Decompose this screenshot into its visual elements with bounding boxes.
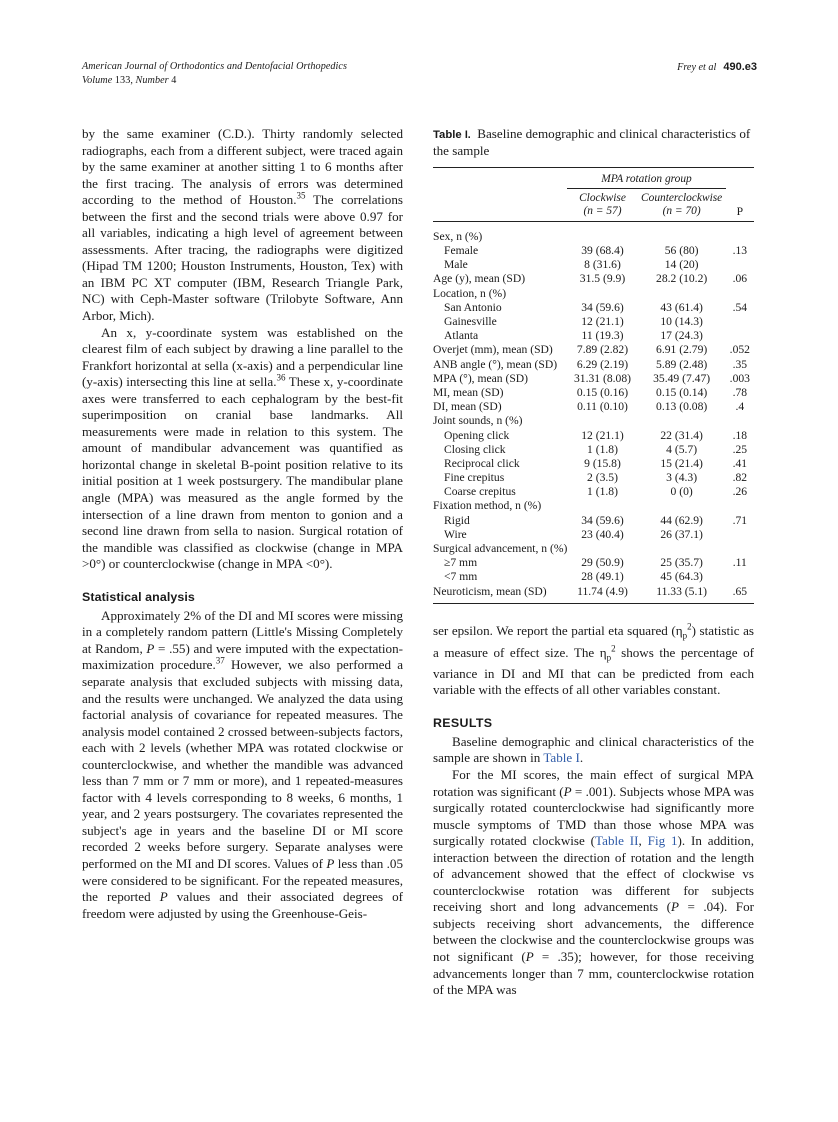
table-row [433, 258, 754, 272]
cell-p-value: .26 [732, 485, 748, 499]
rpara3-text-d: ). In addition, interaction between the direction of rotation and the length of advancement showed that the effect of clockwise vs counterclockwise rotation was different for subjects receiving short and long advancements ( [433, 833, 754, 915]
cell-p-value: .54 [732, 300, 748, 314]
cell-clockwise: 12 (21.1) [581, 315, 624, 329]
cell-counterclockwise: 5.89 (2.48) [656, 357, 708, 371]
eta-subscript: p [682, 631, 688, 642]
table-row-label: <7 mm [444, 570, 478, 584]
cell-counterclockwise: 26 (37.1) [660, 527, 703, 541]
cell-counterclockwise [638, 286, 726, 300]
rpara1-text-a: ser epsilon. We report the partial eta squared ( [433, 623, 676, 639]
col-counterclockwise-label: Counterclockwise [641, 192, 723, 205]
table-row-label: Coarse crepitus [444, 485, 516, 499]
cell-counterclockwise: 17 (24.3) [660, 329, 703, 343]
table-row-label: Atlanta [444, 329, 479, 343]
table-row-label: Wire [444, 527, 467, 541]
table-row [433, 584, 754, 598]
table-caption-text: Baseline demographic and clinical characteristics of the sample [433, 126, 751, 159]
cell-p-value: .78 [732, 385, 748, 399]
table-row [433, 542, 754, 556]
rule-cell [638, 598, 726, 604]
table-row-label: MPA (°), mean (SD) [433, 371, 529, 385]
table-row-label: Reciprocal click [444, 456, 520, 470]
table-row [433, 414, 754, 428]
para3-text-d: less than .05 were considered to be significant. For the repeated measures, the reported [82, 855, 403, 905]
reference-36: 36 [276, 372, 286, 383]
cell-p-value: .82 [732, 471, 748, 485]
cell-clockwise: 8 (31.6) [584, 258, 621, 272]
cell-p-value [726, 258, 754, 272]
cell-clockwise: 7.89 (2.82) [576, 343, 629, 357]
table-row-label: San Antonio [444, 300, 502, 314]
cell-p-value [726, 286, 754, 300]
table-row-label: Overjet (mm), mean (SD) [433, 343, 553, 357]
rpara2-text-a: Baseline demographic and clinical characteristics of the sample are shown in [433, 733, 754, 766]
table-row [433, 485, 754, 499]
cell-p-value [726, 528, 754, 542]
cell-clockwise: 6.29 (2.19) [576, 357, 629, 371]
table-row [433, 315, 754, 329]
cell-p-value: .25 [732, 442, 748, 456]
cell-counterclockwise [638, 230, 726, 244]
left-column [82, 126, 403, 922]
table-row-label: ANB angle (°), mean (SD) [433, 357, 558, 371]
cell-clockwise: 1 (1.8) [587, 485, 618, 499]
eta-symbol-1 [675, 622, 692, 642]
xref-table-1[interactable]: Table I [543, 750, 580, 766]
cell-counterclockwise: 6.91 (2.79) [656, 343, 708, 357]
cell-counterclockwise: 11.33 (5.1) [656, 584, 708, 598]
cell-clockwise [567, 286, 637, 300]
eta-glyph: η [675, 623, 683, 639]
table-row-label: Female [444, 244, 479, 258]
p-value-italic-2: P [670, 899, 679, 915]
table-row [433, 371, 754, 385]
cell-p-value: .13 [732, 244, 748, 258]
table-row-label: Age (y), mean (SD) [433, 272, 526, 286]
cell-clockwise: 34 (59.6) [581, 513, 624, 527]
number-label: Number [135, 75, 169, 87]
table-label [433, 129, 471, 141]
cell-clockwise: 2 (3.5) [587, 471, 618, 485]
para3-text-a: Approximately 2% of the DI and MI scores were missing in a completely random pattern (Little's Missing Completely at Random, [82, 607, 403, 656]
cell-clockwise: 31.5 (9.9) [579, 272, 626, 286]
cell-clockwise [567, 499, 637, 513]
paragraph-coordinate-system [82, 325, 403, 573]
table-row-label: Sex, n (%) [433, 229, 483, 243]
table-row [433, 400, 754, 414]
table-row-label: Neuroticism, mean (SD) [433, 584, 547, 598]
page-number: 490.e3 [723, 61, 757, 73]
table-row-label: Fine crepitus [444, 471, 505, 485]
authors-line: Frey et al [677, 62, 717, 73]
cell-p-value [726, 414, 754, 428]
rpara3-text-a: For the MI scores, the main effect of surgical MPA rotation was significant ( [433, 766, 754, 799]
baseline-characteristics-table [433, 167, 754, 605]
eta-superscript: 2 [611, 643, 616, 654]
para1-text-a: by the same examiner (C.D.). Thirty randomly selected radiographs, each from a different subject, were traced again by the same examiner at another sitting 1 to 6 months after the first tracing. The analysis of errors was determined according to the method of Houston. [82, 126, 403, 208]
p-value-italic-1: P [146, 640, 155, 656]
cell-p-value: .003 [729, 371, 750, 385]
cell-clockwise: 29 (50.9) [581, 556, 624, 570]
para3-text-e: values and their associated degrees of freedom were adjusted by using the Greenhouse-Geis- [82, 889, 403, 921]
table-row-label: Fixation method, n (%) [433, 499, 542, 513]
rpara3-text-b: = .001). Subjects whose MPA was surgically rotated counterclockwise had significantly more muscle symptoms of TMD than those whose MPA was surgically rotated clockwise ( [433, 783, 754, 849]
rpara3-text-f: = .35); however, for those receiving advancements longer than 7 mm, counterclockwise rotation of the MPA was [433, 948, 754, 998]
running-head-journal-block [82, 60, 347, 88]
cell-counterclockwise [638, 499, 726, 513]
column-header-counterclockwise [638, 192, 726, 221]
eta-superscript: 2 [687, 622, 692, 633]
paragraph-baseline-reference [433, 734, 754, 767]
cell-p-value: .4 [735, 400, 745, 414]
heading-statistical-analysis: Statistical analysis [82, 589, 195, 604]
table-row [433, 499, 754, 513]
reference-35: 35 [296, 190, 306, 201]
xref-table-2[interactable]: Table II [595, 833, 639, 849]
table-row [433, 244, 754, 258]
cell-p-value: .052 [729, 343, 750, 357]
col-clockwise-label: Clockwise [579, 192, 626, 205]
table-row-label: MI, mean (SD) [433, 385, 504, 399]
cell-counterclockwise: 35.49 (7.47) [653, 371, 711, 385]
rpara3-text-c: , [638, 833, 648, 849]
cell-clockwise [567, 414, 637, 428]
cell-clockwise: 39 (68.4) [581, 244, 624, 258]
col-counterclockwise-n: (n = 70) [662, 205, 701, 218]
cell-clockwise: 9 (15.8) [584, 456, 621, 470]
table-row [433, 272, 754, 286]
table-row-label: Male [444, 258, 468, 272]
cell-p-value [726, 542, 754, 556]
cell-counterclockwise: 10 (14.3) [660, 315, 703, 329]
table-row [433, 528, 754, 542]
cell-counterclockwise: 22 (31.4) [660, 428, 703, 442]
volume-line [82, 74, 347, 88]
column-header-p: P [736, 205, 744, 218]
cell-clockwise: 0.11 (0.10) [577, 400, 628, 414]
xref-fig-1[interactable]: Fig 1 [647, 833, 678, 849]
table-row-label: Opening click [444, 428, 510, 442]
group-header-mpa-rotation: MPA rotation group [567, 173, 725, 189]
cell-p-value: .35 [732, 357, 748, 371]
right-column [433, 126, 754, 999]
table-row-label: ≥7 mm [444, 556, 478, 570]
cell-p-value: .71 [732, 513, 748, 527]
empty-cell [726, 173, 754, 189]
table-row-label: Closing click [444, 442, 506, 456]
table-body [433, 230, 754, 599]
table-row [433, 343, 754, 357]
cell-counterclockwise: 0.15 (0.14) [656, 385, 708, 399]
cell-clockwise: 28 (49.1) [581, 570, 624, 584]
cell-counterclockwise: 0 (0) [670, 485, 693, 499]
cell-p-value [726, 499, 754, 513]
table-row [433, 357, 754, 371]
cell-p-value: .18 [732, 428, 748, 442]
volume-label: Volume [82, 75, 113, 87]
eta-subscript: p [606, 652, 612, 663]
para2-text-a: An x, y-coordinate system was established on the clearest film of each subject by drawing a line parallel to the Frankfort horizontal at sella (x-axis) and a perpendicular line (y-axis) intersecting this line at sella. [82, 324, 403, 390]
cell-counterclockwise: 0.13 (0.08) [656, 400, 708, 414]
table-label-word: Table [433, 129, 462, 141]
table-group-header-row [433, 173, 754, 189]
paragraph-methods-tracing [82, 126, 403, 325]
cell-p-value: .65 [732, 584, 748, 598]
table-caption [433, 126, 754, 160]
cell-counterclockwise: 43 (61.4) [660, 300, 703, 314]
cell-counterclockwise: 3 (4.3) [666, 471, 698, 485]
rpara1-text-b: ) statistic as a measure of effect size. The [433, 623, 754, 660]
table-row [433, 301, 754, 315]
table-row [433, 329, 754, 343]
empty-cell [433, 173, 567, 189]
cell-clockwise [567, 230, 637, 244]
cell-p-value: .06 [732, 272, 748, 286]
table-row-label: DI, mean (SD) [433, 400, 502, 414]
cell-clockwise: 34 (59.6) [581, 300, 624, 314]
reference-37: 37 [215, 656, 225, 667]
cell-counterclockwise: 28.2 (10.2) [656, 272, 708, 286]
table-column-header-row [433, 192, 754, 221]
empty-cell [433, 192, 567, 221]
col-clockwise-n: (n = 57) [583, 205, 622, 218]
table-row [433, 442, 754, 456]
eta-symbol-2 [599, 643, 616, 663]
table-rule-bottom-row [433, 598, 754, 604]
journal-title: American Journal of Orthodontics and Dentofacial Orthopedics [82, 61, 348, 72]
table-row [433, 386, 754, 400]
table-row-label: Joint sounds, n (%) [433, 414, 523, 428]
cell-clockwise: 11.74 (4.9) [577, 584, 628, 598]
cell-counterclockwise [638, 414, 726, 428]
cell-p-value: .11 [732, 556, 747, 570]
rpara1-text-c: shows the percentage of variance in DI and MI that can be predicted from each variable with the effects of all other variables constant. [433, 644, 754, 698]
table-row [433, 457, 754, 471]
cell-counterclockwise: 14 (20) [664, 258, 699, 272]
para3-text-c: However, we also performed a separate analysis that excluded subjects with missing data, and the results were unchanged. We analyzed the data using factorial analysis of covariance for repeated measures. The analysis model contained 2 crossed between-subjects factors, each with 2 levels (whether MPA was rotated clockwise or counterclockwise, and whether the mandible was advanced less than 7 mm or 7 mm or more), and 1 repeated-measures factor with 4 levels corresponding to 8 weeks, 6 months, 1 year, and 2 years postsurgery. The covariates represented the subject's age in years and the baseline DI or MI score recorded 2 weeks before surgery. Separate analyses were performed on the MI and DI scores. Values of [82, 657, 404, 871]
cell-counterclockwise: 45 (64.3) [660, 570, 703, 584]
running-head [82, 60, 757, 88]
table-row [433, 570, 754, 584]
rule-cell [433, 598, 567, 604]
cell-clockwise: 31.31 (8.08) [573, 371, 631, 385]
cell-p-value [726, 329, 754, 343]
paragraph-mi-scores-results [433, 767, 754, 999]
p-value-italic-3: P [159, 889, 168, 905]
cell-counterclockwise [638, 542, 726, 556]
table-row [433, 556, 754, 570]
rule-cell [726, 598, 754, 604]
paragraph-eta-squared [433, 623, 754, 698]
cell-clockwise: 12 (21.1) [581, 428, 624, 442]
cell-p-value [726, 570, 754, 584]
cell-clockwise: 0.15 (0.16) [576, 385, 629, 399]
paragraph-statistical-analysis [82, 608, 403, 922]
table-row [433, 513, 754, 527]
p-value-italic-2: P [326, 855, 335, 871]
table-row-label: Gainesville [444, 315, 497, 329]
table-row-label: Rigid [444, 513, 470, 527]
cell-p-value [726, 230, 754, 244]
para1-text-b: The correlations between the first and the second trials were above 0.97 for all variables, indicating a high level of agreement between assessments. After tracing, the radiographs were digitized (Hipad TM 1200; Houston Instruments, Houston, Tex) with an IBM PC XT computer (IBM, Research Triangle Park, NC) with Ceph-Master software (Trilobyte Software, Ann Arbor, Mich). [82, 192, 403, 324]
number-value: 4 [171, 75, 177, 87]
table-row [433, 286, 754, 300]
cell-clockwise [567, 542, 637, 556]
table-row-label: Surgical advancement, n (%) [433, 542, 568, 556]
cell-counterclockwise: 44 (62.9) [660, 513, 703, 527]
table-row [433, 428, 754, 442]
rpara3-text-e: = .04). For subjects receiving short advancements, the difference between the clockwise and the counterclockwise groups was not significant ( [433, 899, 754, 964]
cell-clockwise: 1 (1.8) [587, 442, 618, 456]
table-row [433, 471, 754, 485]
cell-clockwise: 11 (19.3) [581, 329, 624, 343]
cell-counterclockwise: 15 (21.4) [660, 456, 703, 470]
p-value-italic-1: P [563, 783, 572, 799]
cell-counterclockwise: 25 (35.7) [660, 556, 703, 570]
column-header-clockwise [567, 192, 637, 221]
table-row-label: Location, n (%) [433, 286, 507, 300]
volume-value: 133, [114, 75, 133, 87]
cell-p-value: .41 [732, 456, 748, 470]
cell-p-value [726, 315, 754, 329]
table-row [433, 230, 754, 244]
para3-text-b: = .55) and were imputed with the expectation-maximization procedure. [82, 640, 403, 673]
eta-glyph: η [599, 644, 607, 660]
rpara2-text-b: . [579, 750, 584, 766]
para2-text-b: These x, y-coordinate axes were transferred to each cephalogram by the best-fit superimposition on cranial base landmarks. All measurements were made in relation to this system. The amount of mandibular advancement was quantified as horizontal change in skeletal B-point position relative to its initial position at 1 week postsurgery. The mandibular plane angle (MPA) was measured as the angle formed by the intersection of a line drawn from menton to gonion and a second line drawn from sella to nasion. Surgical rotation of the mandible was classified as clockwise (change in MPA >0°) or counterclockwise (change in MPA <0°). [82, 374, 403, 572]
p-value-italic-3: P [525, 948, 534, 964]
cell-counterclockwise: 4 (5.7) [666, 442, 698, 456]
heading-results: RESULTS [433, 715, 493, 730]
table-number: I. [464, 129, 471, 141]
cell-counterclockwise: 56 (80) [664, 244, 699, 258]
cell-clockwise: 23 (40.4) [581, 527, 624, 541]
running-head-author-block [677, 60, 757, 75]
rule-cell [567, 598, 637, 604]
